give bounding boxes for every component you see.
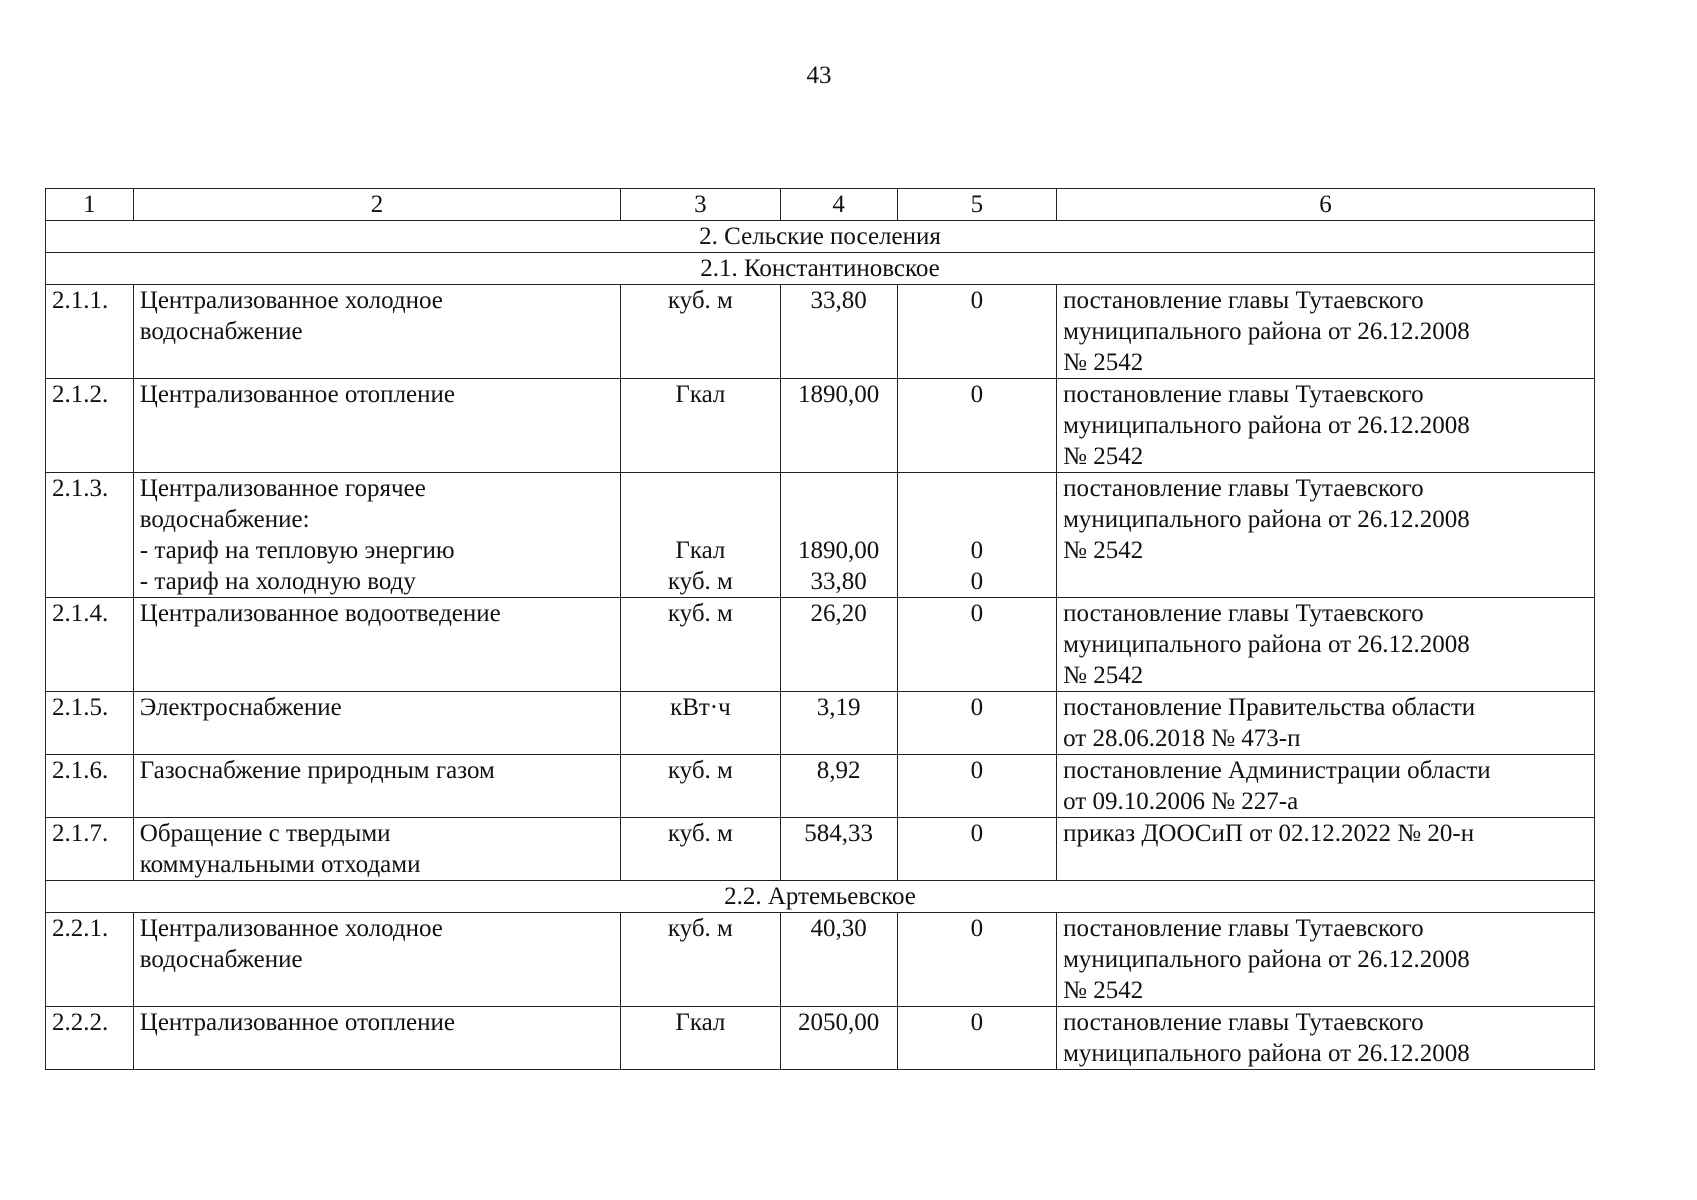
column-5-value xyxy=(897,473,1056,598)
service-name-line: Централизованное отопление xyxy=(139,1009,455,1036)
service-name xyxy=(133,1007,620,1070)
column-5-value-line: 0 xyxy=(970,757,984,784)
table-row xyxy=(46,1007,1595,1070)
legal-basis-line: № 2542 xyxy=(1063,977,1144,1004)
service-name-line: Газоснабжение природным газом xyxy=(139,757,495,784)
column-5-value-line: 0 xyxy=(970,820,984,847)
legal-basis-line: приказ ДООСиП от 02.12.2022 № 20-н xyxy=(1063,820,1475,847)
row-number: 2.1.1. xyxy=(46,285,134,379)
service-name-line: Обращение с твердыми xyxy=(139,820,391,847)
service-name xyxy=(133,598,620,692)
column-5-value-line: 0 xyxy=(970,568,984,595)
table-row xyxy=(46,379,1595,473)
service-name-line: водоснабжение: xyxy=(139,506,310,533)
unit xyxy=(621,473,780,598)
unit xyxy=(621,379,780,473)
section-title: 2. Сельские поселения xyxy=(46,221,1595,253)
legal-basis xyxy=(1057,818,1595,881)
column-number: 3 xyxy=(621,189,780,221)
row-number: 2.1.5. xyxy=(46,692,134,755)
legal-basis-line: № 2542 xyxy=(1063,443,1144,470)
group-row xyxy=(46,253,1595,285)
tariff-value-line: 1890,00 xyxy=(798,381,880,408)
column-number-row xyxy=(46,189,1595,221)
service-name xyxy=(133,379,620,473)
legal-basis-line: муниципального района от 26.12.2008 xyxy=(1063,631,1470,658)
tariff-value-line xyxy=(787,504,891,535)
unit-line: куб. м xyxy=(667,568,733,595)
service-name-line: Централизованное водоотведение xyxy=(139,600,501,627)
legal-basis-line: от 28.06.2018 № 473-п xyxy=(1063,725,1301,752)
column-5-value-line: 0 xyxy=(970,287,984,314)
service-name-line: Централизованное отопление xyxy=(139,381,455,408)
tariff-value-line: 26,20 xyxy=(810,600,867,627)
legal-basis-line: муниципального района от 26.12.2008 xyxy=(1063,1040,1470,1067)
table-row xyxy=(46,285,1595,379)
unit-line: куб. м xyxy=(667,287,733,314)
service-name xyxy=(133,473,620,598)
tariff-value xyxy=(780,818,897,881)
column-5-value-line xyxy=(904,473,1050,504)
tariff-value xyxy=(780,692,897,755)
column-5-value xyxy=(897,285,1056,379)
service-name-line: водоснабжение xyxy=(139,318,303,345)
service-name-line: Централизованное холодное xyxy=(139,287,443,314)
column-number: 6 xyxy=(1057,189,1595,221)
tariff-value-line xyxy=(787,473,891,504)
legal-basis-line: муниципального района от 26.12.2008 xyxy=(1063,412,1470,439)
column-5-value xyxy=(897,379,1056,473)
column-5-value-line xyxy=(904,504,1050,535)
column-5-value xyxy=(897,818,1056,881)
legal-basis xyxy=(1057,1007,1595,1070)
legal-basis-line: постановление Администрации области xyxy=(1063,757,1491,784)
legal-basis-line: № 2542 xyxy=(1063,537,1144,564)
legal-basis-line: постановление главы Тутаевского xyxy=(1063,381,1424,408)
legal-basis-line: муниципального района от 26.12.2008 xyxy=(1063,318,1470,345)
tariff-value xyxy=(780,379,897,473)
service-name-line: - тариф на холодную воду xyxy=(139,568,416,595)
unit-line xyxy=(627,473,773,504)
service-name-line: коммунальными отходами xyxy=(139,851,421,878)
service-name xyxy=(133,913,620,1007)
tariff-value xyxy=(780,598,897,692)
service-name-line: водоснабжение xyxy=(139,946,303,973)
legal-basis-line: постановление главы Тутаевского xyxy=(1063,287,1424,314)
tariff-value-line: 1890,00 xyxy=(798,537,880,564)
tariff-value-line: 2050,00 xyxy=(798,1009,880,1036)
column-number: 2 xyxy=(133,189,620,221)
row-number: 2.1.4. xyxy=(46,598,134,692)
legal-basis xyxy=(1057,473,1595,598)
column-5-value-line: 0 xyxy=(970,537,984,564)
unit-line: кВт·ч xyxy=(670,694,731,721)
column-5-value-line: 0 xyxy=(970,381,984,408)
unit xyxy=(621,818,780,881)
column-5-value xyxy=(897,692,1056,755)
tariff-value xyxy=(780,473,897,598)
legal-basis xyxy=(1057,913,1595,1007)
unit-line: куб. м xyxy=(667,600,733,627)
table-row xyxy=(46,692,1595,755)
tariff-table xyxy=(45,188,1595,1070)
row-number: 2.2.1. xyxy=(46,913,134,1007)
legal-basis-line: муниципального района от 26.12.2008 xyxy=(1063,946,1470,973)
tariff-value xyxy=(780,755,897,818)
tariff-value xyxy=(780,285,897,379)
tariff-value-line: 584,33 xyxy=(804,820,873,847)
unit-line: Гкал xyxy=(675,1009,726,1036)
column-5-value-line: 0 xyxy=(970,600,984,627)
column-number: 4 xyxy=(780,189,897,221)
legal-basis-line: постановление главы Тутаевского xyxy=(1063,915,1424,942)
column-5-value-line: 0 xyxy=(970,694,984,721)
unit-line xyxy=(627,504,773,535)
legal-basis xyxy=(1057,692,1595,755)
legal-basis xyxy=(1057,379,1595,473)
tariff-value-line: 40,30 xyxy=(810,915,867,942)
service-name xyxy=(133,818,620,881)
table-row xyxy=(46,818,1595,881)
service-name-line: Централизованное холодное xyxy=(139,915,443,942)
unit xyxy=(621,1007,780,1070)
unit-line: куб. м xyxy=(667,820,733,847)
unit-line: Гкал xyxy=(675,381,726,408)
unit xyxy=(621,755,780,818)
column-5-value xyxy=(897,1007,1056,1070)
column-number: 1 xyxy=(46,189,134,221)
service-name xyxy=(133,692,620,755)
legal-basis-line: постановление главы Тутаевского xyxy=(1063,1009,1424,1036)
row-number: 2.1.2. xyxy=(46,379,134,473)
legal-basis xyxy=(1057,755,1595,818)
section-row xyxy=(46,221,1595,253)
row-number: 2.2.2. xyxy=(46,1007,134,1070)
column-number: 5 xyxy=(897,189,1056,221)
legal-basis xyxy=(1057,598,1595,692)
legal-basis-line: постановление главы Тутаевского xyxy=(1063,600,1424,627)
row-number: 2.1.3. xyxy=(46,473,134,598)
column-5-value-line: 0 xyxy=(970,1009,984,1036)
unit xyxy=(621,913,780,1007)
column-5-value-line: 0 xyxy=(970,915,984,942)
unit-line: куб. м xyxy=(667,757,733,784)
group-title: 2.1. Константиновское xyxy=(46,253,1595,285)
tariff-value-line: 8,92 xyxy=(816,757,861,784)
unit xyxy=(621,692,780,755)
legal-basis-line: постановление Правительства области xyxy=(1063,694,1476,721)
legal-basis xyxy=(1057,285,1595,379)
service-name-line: Централизованное горячее xyxy=(139,475,426,502)
row-number: 2.1.7. xyxy=(46,818,134,881)
table-row xyxy=(46,473,1595,598)
legal-basis-line: № 2542 xyxy=(1063,349,1144,376)
row-number: 2.1.6. xyxy=(46,755,134,818)
tariff-value-line: 33,80 xyxy=(810,568,867,595)
service-name-line: - тариф на тепловую энергию xyxy=(139,537,455,564)
legal-basis-line: муниципального района от 26.12.2008 xyxy=(1063,506,1470,533)
table-body xyxy=(46,189,1595,1070)
table-row xyxy=(46,755,1595,818)
tariff-value xyxy=(780,1007,897,1070)
column-5-value xyxy=(897,913,1056,1007)
unit xyxy=(621,285,780,379)
unit-line: Гкал xyxy=(675,537,726,564)
legal-basis-line: от 09.10.2006 № 227-а xyxy=(1063,788,1299,815)
service-name xyxy=(133,285,620,379)
group-row xyxy=(46,881,1595,913)
tariff-value xyxy=(780,913,897,1007)
page-number: 43 xyxy=(806,62,832,89)
legal-basis-line: постановление главы Тутаевского xyxy=(1063,475,1424,502)
service-name xyxy=(133,755,620,818)
group-title: 2.2. Артемьевское xyxy=(46,881,1595,913)
table-row xyxy=(46,913,1595,1007)
column-5-value xyxy=(897,755,1056,818)
legal-basis-line: № 2542 xyxy=(1063,662,1144,689)
table-row xyxy=(46,598,1595,692)
service-name-line: Электроснабжение xyxy=(139,694,342,721)
tariff-value-line: 3,19 xyxy=(816,694,861,721)
tariff-value-line: 33,80 xyxy=(810,287,867,314)
unit-line: куб. м xyxy=(667,915,733,942)
unit xyxy=(621,598,780,692)
column-5-value xyxy=(897,598,1056,692)
